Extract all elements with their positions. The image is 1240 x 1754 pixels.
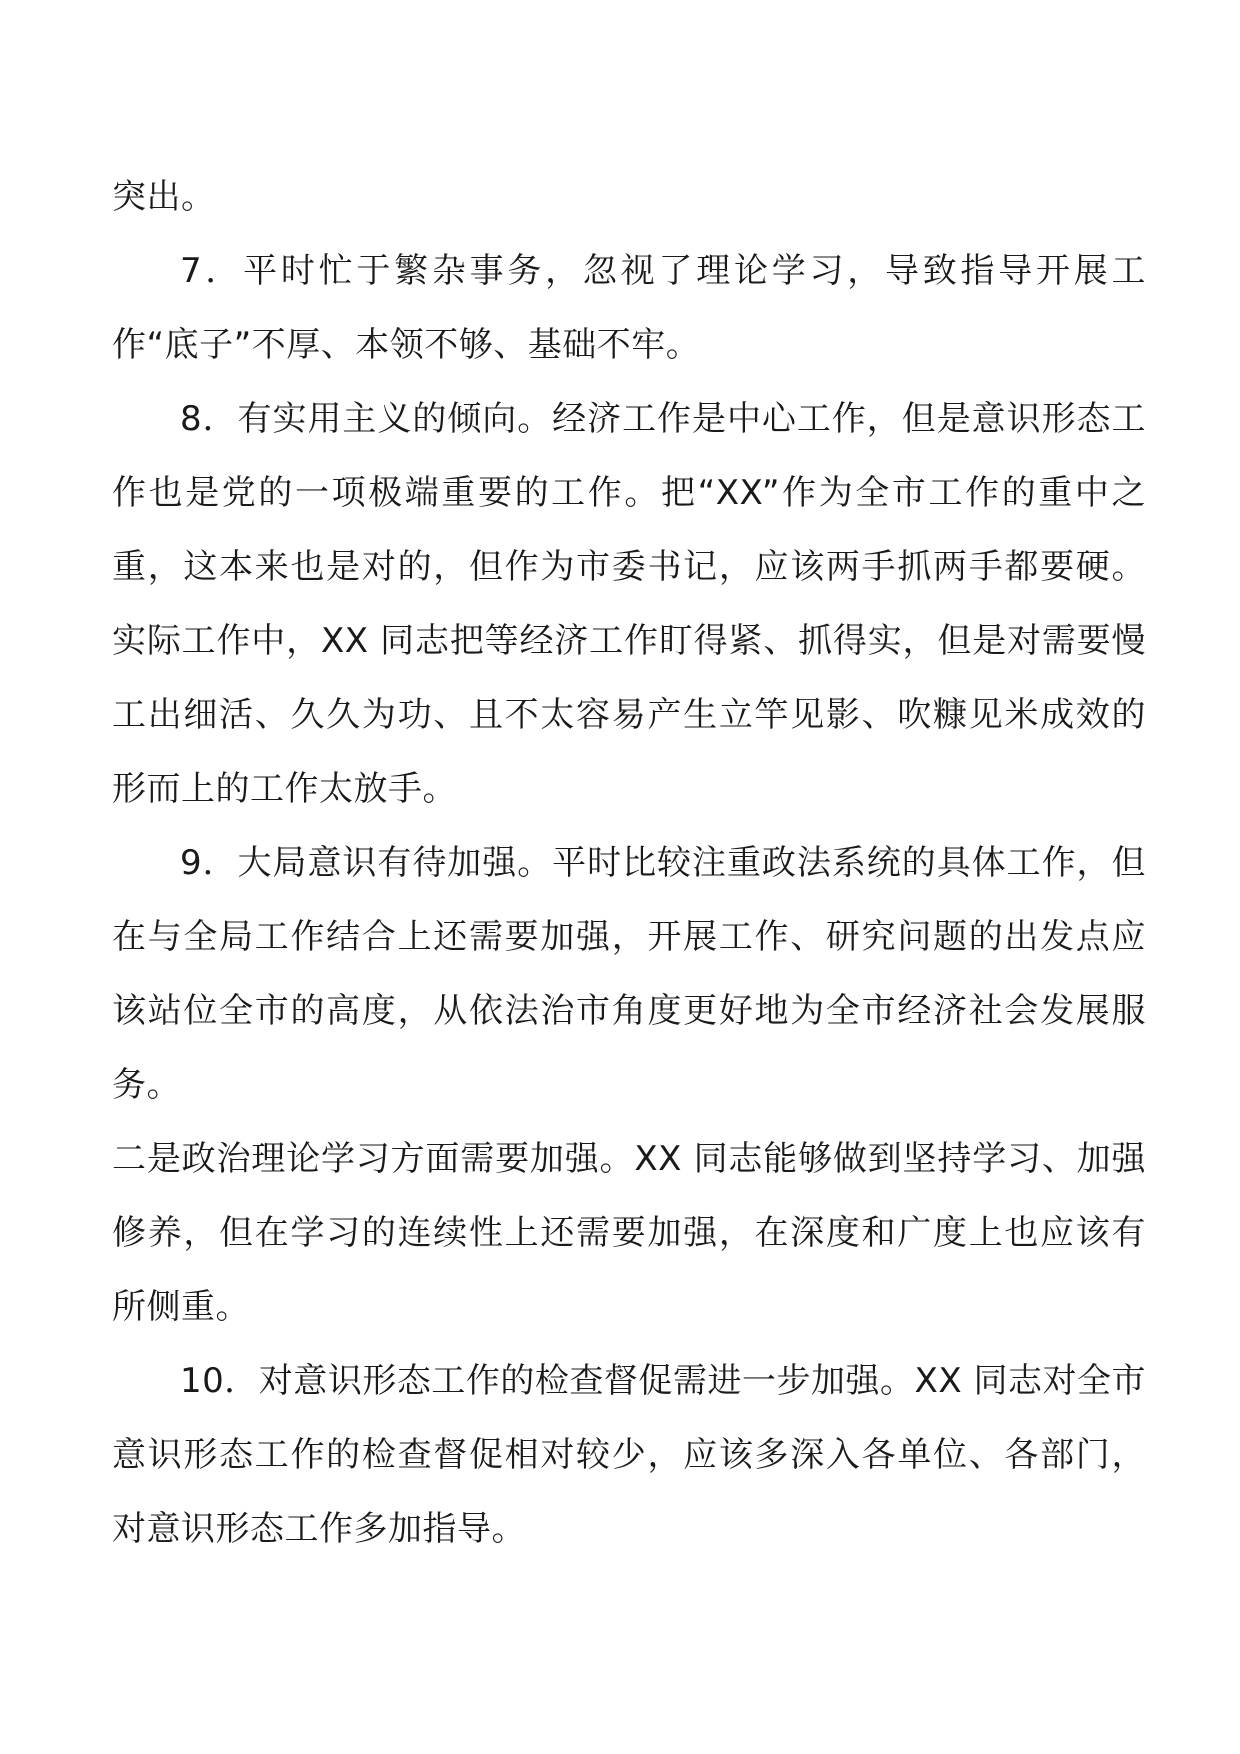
document-body [112, 160, 1146, 1566]
paragraph-section-two: 二是政治理论学习方面需要加强。XX 同志能够做到坚持学习、加强修养，但在学习的连续性上还需要加强，在深度和广度上也应该有所侧重。 [112, 1139, 1146, 1327]
paragraph-item-8: 8．有实用主义的倾向。经济工作是中心工作，但是意识形态工作也是党的一项极端重要的工作。把“XX”作为全市工作的重中之重，这本来也是对的，但作为市委书记，应该两手抓两手都要硬。实际工作中，XX 同志把等经济工作盯得紧、抓得实，但是对需要慢工出细活、久久为功、且不太容易产生立竿见影、吹糠见米成效的形而上的工作太放手。 [112, 399, 1146, 809]
paragraph-continuation: 突出。 [112, 177, 216, 217]
paragraph-item-10: 10．对意识形态工作的检查督促需进一步加强。XX 同志对全市意识形态工作的检查督促相对较少，应该多深入各单位、各部门，对意识形态工作多加指导。 [112, 1361, 1146, 1549]
paragraph-item-7: 7．平时忙于繁杂事务，忽视了理论学习，导致指导开展工作“底子”不厚、本领不够、基础不牢。 [112, 251, 1146, 365]
paragraph-item-9: 9．大局意识有待加强。平时比较注重政法系统的具体工作，但在与全局工作结合上还需要加强，开展工作、研究问题的出发点应该站位全市的高度，从依法治市角度更好地为全市经济社会发展服务。 [112, 843, 1146, 1105]
